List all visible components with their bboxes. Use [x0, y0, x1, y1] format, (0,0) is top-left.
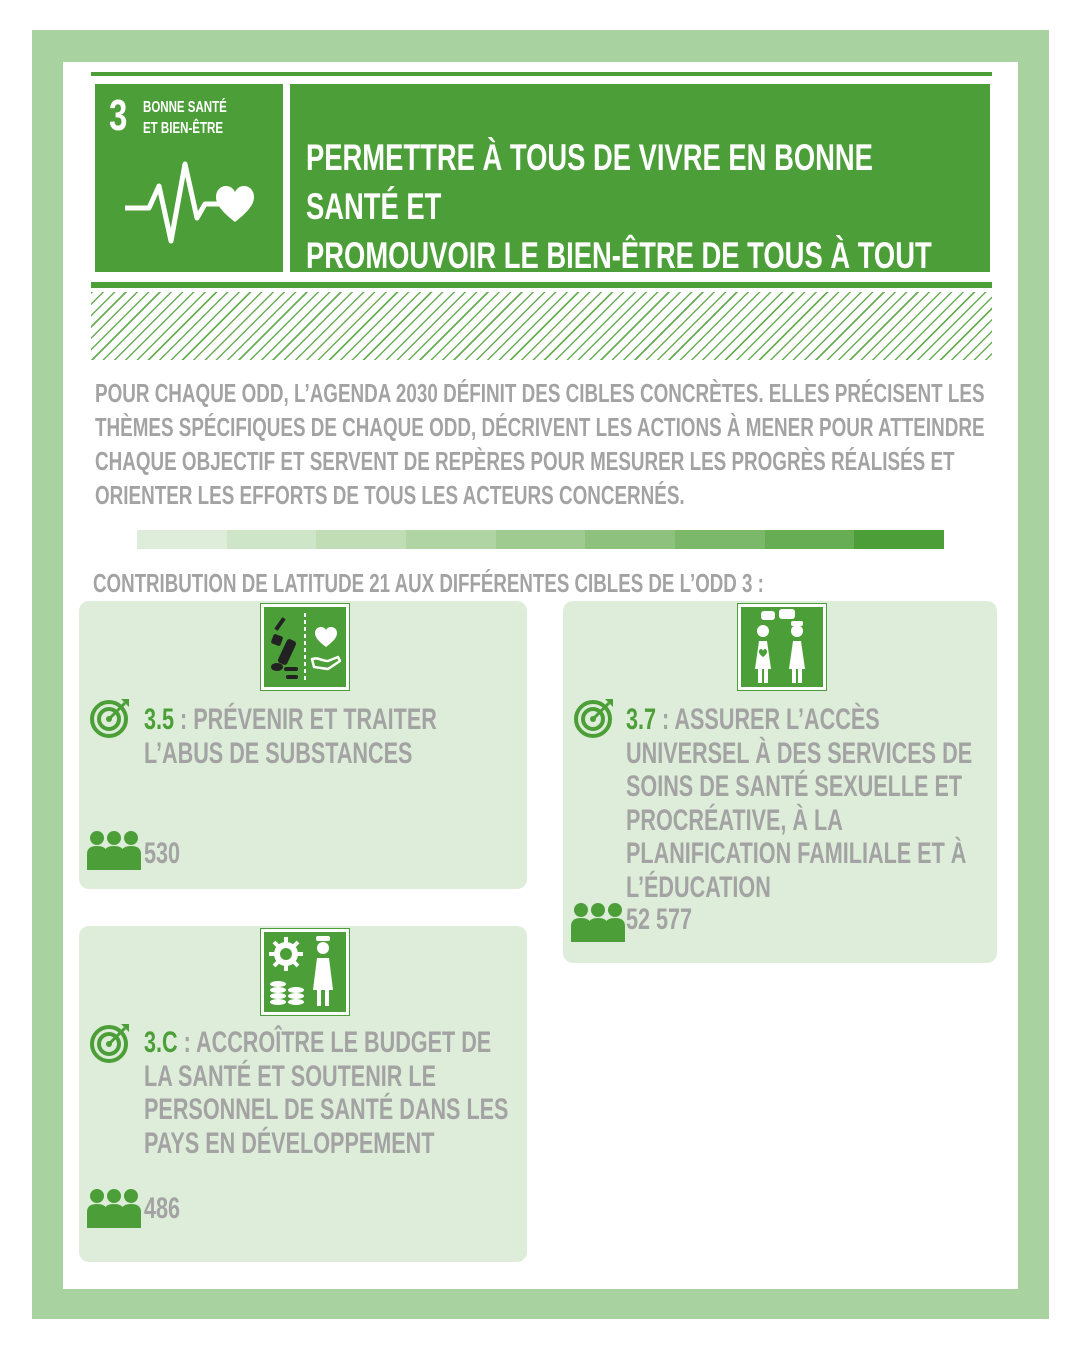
target-code: 3.C [144, 1026, 178, 1059]
participant-count: 486 [144, 1192, 181, 1225]
target-description: : PRÉVENIR ET TRAITER L’ABUS DE SUBSTANCES [144, 703, 437, 770]
gradient-bar [137, 530, 944, 549]
gradient-segment [765, 530, 855, 549]
top-divider [91, 72, 992, 76]
target-card-3-c [79, 926, 527, 1262]
reproductive-health-icon [738, 604, 826, 690]
gradient-segment [854, 530, 944, 549]
sdg-name-line2: ET BIEN-ÊTRE [143, 119, 224, 137]
sdg-name-line1: BONNE SANTÉ [143, 99, 227, 116]
target-card-3-5 [79, 601, 527, 889]
target-text [626, 703, 979, 905]
people-icon [87, 1188, 141, 1228]
gradient-segment [227, 530, 317, 549]
gradient-segment [406, 530, 496, 549]
gradient-segment [316, 530, 406, 549]
contribution-heading: CONTRIBUTION DE LATITUDE 21 AUX DIFFÉRENTES CIBLES DE L’ODD 3 : [93, 568, 764, 598]
people-icon [87, 830, 141, 870]
target-icon [89, 1022, 131, 1064]
gradient-segment [137, 530, 227, 549]
goal-title: PERMETTRE À TOUS DE VIVRE EN BONNE SANTÉ ET PROMOUVOIR LE BIEN-ÊTRE DE TOUS À TOUT [306, 137, 932, 276]
target-code: 3.5 [144, 703, 175, 736]
gradient-segment [496, 530, 586, 549]
sdg-number: 3 [109, 91, 128, 140]
gradient-segment [585, 530, 675, 549]
goal-banner [290, 84, 990, 276]
health-financing-icon [261, 929, 349, 1015]
target-description: : ACCROÎTRE LE BUDGET DE LA SANTÉ ET SOUTENIR LE PERSONNEL DE SANTÉ DANS LES PAYS EN DÉVELOPPEMENT [144, 1026, 509, 1160]
intro-paragraph: POUR CHAQUE ODD, L’AGENDA 2030 DÉFINIT DES CIBLES CONCRÈTES. ELLES PRÉCISENT LES THÈMES SPÉCIFIQUES DE CHAQUE ODD, DÉCRIVENT LES ACTIONS À MENER POUR ATTEINDRE CHAQUE OBJECTIF ET SERVENT DE REPÈRES POUR MESURER LES PROGRÈS RÉALISÉS ET ORIENTER LES EFFORTS DE TOUS LES ACTEURS CONCERNÉS. [95, 378, 985, 511]
target-description: : ASSURER L’ACCÈS UNIVERSEL À DES SERVICES DE SOINS DE SANTÉ SEXUELLE ET PROCRÉATIVE, À LA PLANIFICATION FAMILIALE ET À L’ÉDUCATION [626, 703, 973, 904]
substance-abuse-icon [261, 604, 349, 690]
sdg-name [143, 98, 227, 140]
target-code: 3.7 [626, 703, 657, 736]
participant-count: 52 577 [626, 903, 693, 936]
target-text [144, 1026, 522, 1160]
people-icon [571, 902, 625, 942]
hatch-divider-line [91, 282, 992, 288]
gradient-segment [675, 530, 765, 549]
target-icon [573, 697, 615, 739]
target-card-3-7 [563, 601, 997, 963]
hatch-pattern [91, 292, 992, 360]
sdg-tile [95, 84, 283, 272]
participant-count: 530 [144, 837, 181, 870]
target-text [144, 703, 518, 770]
heartbeat-heart-icon [125, 156, 255, 246]
target-icon [89, 697, 131, 739]
